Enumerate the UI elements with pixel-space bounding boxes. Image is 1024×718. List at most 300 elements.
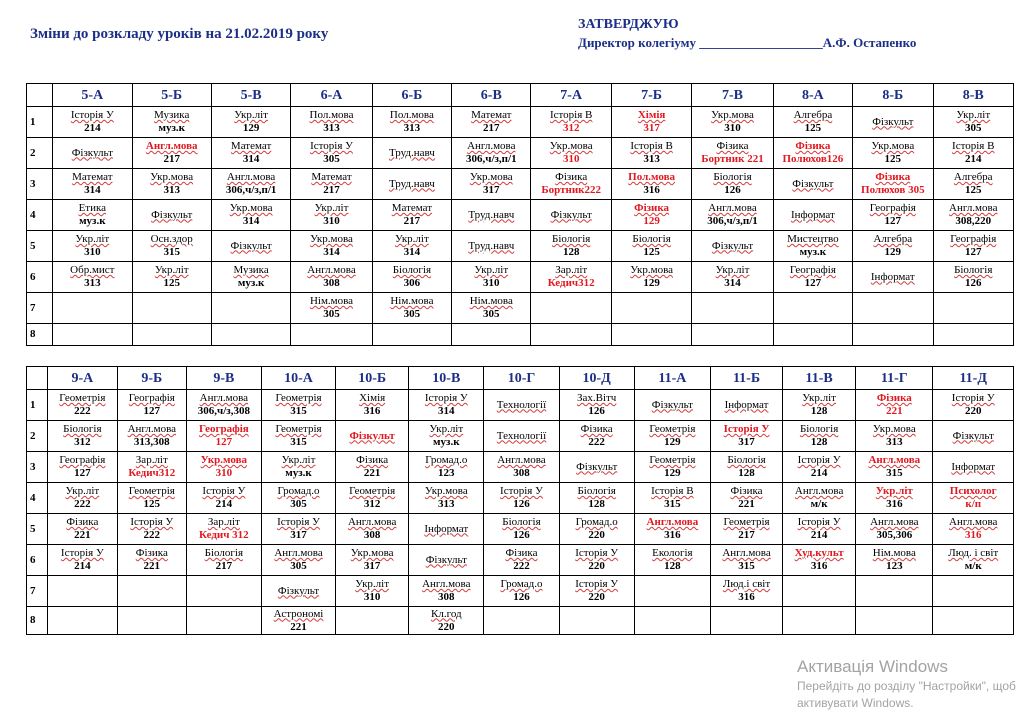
room-number: 316 xyxy=(664,529,681,541)
subject-name: Біологія xyxy=(63,423,102,435)
lesson-cell xyxy=(711,452,783,483)
subject-name: Фізкульт xyxy=(576,460,618,473)
class-header: 7-А xyxy=(531,84,611,107)
lesson-cell xyxy=(783,452,856,483)
lesson-cell xyxy=(484,421,559,452)
room-number: 128 xyxy=(562,246,580,258)
lesson-cell xyxy=(336,452,409,483)
room-number: 127 xyxy=(884,215,902,227)
room-number: 125 xyxy=(143,498,161,510)
lesson-cell xyxy=(132,200,211,231)
subject-name: Укр.літ xyxy=(355,578,390,590)
lesson-cell xyxy=(711,607,783,635)
lesson-cell xyxy=(933,576,1014,607)
lesson-number: 4 xyxy=(27,483,48,514)
subject-name: Громад.о xyxy=(425,454,468,466)
lesson-cell xyxy=(783,483,856,514)
subject-name: Фізкульт xyxy=(425,553,467,566)
lesson-cell xyxy=(484,514,559,545)
director-signature-line: Директор колегіуму ___________________А.Ф. Остапенко xyxy=(578,35,917,50)
lesson-cell xyxy=(47,514,117,545)
room-number: 220 xyxy=(588,591,605,603)
room-number: 220 xyxy=(438,620,455,633)
room-number: 310 xyxy=(363,591,381,603)
room-number: Кедич312 xyxy=(128,467,176,479)
lesson-number: 6 xyxy=(27,262,53,293)
room-number: 128 xyxy=(664,560,681,572)
subject-name: Укр.мова xyxy=(150,171,194,183)
room-number: 314 xyxy=(438,405,455,417)
lesson-cell xyxy=(856,576,933,607)
subject-name: Укр.літ xyxy=(281,454,316,466)
subject-name: Укр.літ xyxy=(956,109,991,121)
lesson-cell xyxy=(692,200,773,231)
room-number: 316 xyxy=(363,405,381,417)
subject-name: Укр.літ xyxy=(802,392,836,404)
subject-name: Нім.мова xyxy=(309,295,354,307)
room-number: Бортник222 xyxy=(541,184,602,196)
room-number: 313,308 xyxy=(133,436,170,448)
subject-name: Громад.о xyxy=(575,516,618,528)
lesson-cell xyxy=(783,514,856,545)
subject-name: Англ.мова xyxy=(868,454,921,466)
subject-name: Інформат xyxy=(870,270,915,283)
lesson-cell xyxy=(559,390,634,421)
schedule-table-grades-9-11 xyxy=(26,366,1014,635)
room-number: 305 xyxy=(965,122,982,134)
room-number: 317 xyxy=(738,436,755,448)
lesson-cell xyxy=(409,452,484,483)
subject-name: Біологія xyxy=(502,516,541,528)
lesson-number: 1 xyxy=(27,390,48,421)
lesson-cell xyxy=(372,200,451,231)
subject-name: Укр.літ xyxy=(715,264,750,276)
subject-name: Труд.навч xyxy=(468,208,515,221)
subject-name: Геометрія xyxy=(723,516,770,528)
lesson-number: 7 xyxy=(27,293,53,324)
subject-name: Геометрія xyxy=(275,392,322,404)
lesson-cell xyxy=(634,390,710,421)
lesson-cell xyxy=(261,607,335,635)
lesson-cell xyxy=(856,452,933,483)
lesson-cell xyxy=(611,231,691,262)
lesson-cell xyxy=(261,514,335,545)
subject-name: Географія xyxy=(128,392,175,404)
lesson-cell xyxy=(211,107,290,138)
subject-name: Історія У xyxy=(130,516,174,528)
room-number: 217 xyxy=(163,153,180,165)
lesson-row xyxy=(27,107,1014,138)
lesson-cell xyxy=(372,324,451,346)
lesson-cell xyxy=(117,483,186,514)
lesson-number: 3 xyxy=(27,452,48,483)
room-number: 315 xyxy=(290,436,307,448)
class-header: 9-В xyxy=(186,367,261,390)
class-header: 6-Б xyxy=(372,84,451,107)
room-number: 214 xyxy=(74,560,91,572)
subject-name: Геометрія xyxy=(649,423,696,435)
lesson-cell xyxy=(692,107,773,138)
lesson-row xyxy=(27,200,1014,231)
lesson-cell xyxy=(933,324,1014,346)
room-number: муз.к xyxy=(433,436,460,448)
lesson-cell xyxy=(711,514,783,545)
room-number: муз.к xyxy=(237,277,265,289)
lesson-cell xyxy=(484,483,559,514)
room-number: муз.к xyxy=(79,215,106,227)
lesson-cell xyxy=(372,169,451,200)
room-number: 127 xyxy=(74,467,91,479)
room-number: 317 xyxy=(290,529,307,541)
subject-name: Укр.мова xyxy=(711,109,754,121)
lesson-row xyxy=(27,545,1014,576)
lesson-cell xyxy=(856,421,933,452)
room-number: 308,220 xyxy=(955,215,992,227)
lesson-row xyxy=(27,293,1014,324)
room-number: 126 xyxy=(588,405,605,417)
subject-name: Укр.літ xyxy=(875,485,913,497)
room-number: 313 xyxy=(403,122,421,134)
lesson-cell xyxy=(336,514,409,545)
class-header: 10-Д xyxy=(559,367,634,390)
subject-name: Фізкульт xyxy=(151,208,193,221)
lesson-cell xyxy=(853,138,933,169)
room-number: м/к xyxy=(810,498,828,510)
lesson-cell xyxy=(53,293,132,324)
subject-name: Укр.мова xyxy=(350,547,394,559)
subject-name: Англ.мова xyxy=(722,547,771,559)
lesson-cell xyxy=(531,138,611,169)
room-number: м/к xyxy=(964,560,982,572)
subject-name: Інформат xyxy=(790,208,835,221)
lesson-cell xyxy=(211,169,290,200)
room-number: Полюхов126 xyxy=(782,153,844,165)
lesson-cell xyxy=(856,390,933,421)
lesson-cell xyxy=(933,293,1014,324)
class-header: 7-Б xyxy=(611,84,691,107)
subject-name: Математ xyxy=(72,171,113,183)
room-number: 314 xyxy=(242,215,260,227)
lesson-cell xyxy=(117,607,186,635)
schedule-table-grades-5-8 xyxy=(26,83,1014,346)
corner-cell xyxy=(27,84,53,107)
subject-name: Фізика xyxy=(505,547,538,559)
subject-name: Математ xyxy=(311,171,352,183)
class-header: 6-А xyxy=(291,84,372,107)
room-number: 314 xyxy=(724,277,741,289)
lesson-cell xyxy=(692,324,773,346)
subject-name: Географія xyxy=(950,233,997,245)
lesson-cell xyxy=(853,324,933,346)
room-number: 310 xyxy=(84,246,101,258)
watermark-text-1: Перейдіть до розділу "Настройки", щоб xyxy=(797,679,1016,693)
room-number: 316 xyxy=(738,591,755,603)
subject-name: Хімія xyxy=(637,109,666,121)
room-number: 128 xyxy=(810,405,828,417)
subject-name: Географія xyxy=(789,264,836,276)
lesson-cell xyxy=(452,324,531,346)
lesson-cell xyxy=(853,107,933,138)
room-number: 214 xyxy=(810,529,828,541)
subject-name: Фізкульт xyxy=(872,115,914,128)
subject-name: Укр.літ xyxy=(154,264,189,276)
room-number: Бортник 221 xyxy=(701,153,764,165)
room-number: 217 xyxy=(403,215,421,227)
subject-name: Історія В xyxy=(630,140,673,152)
room-number: 221 xyxy=(363,467,381,479)
subject-name: Біологія xyxy=(727,454,766,466)
lesson-row xyxy=(27,231,1014,262)
subject-name: Математ xyxy=(230,140,272,152)
lesson-cell xyxy=(53,324,132,346)
room-number: 317 xyxy=(483,184,500,196)
lesson-cell xyxy=(773,293,852,324)
lesson-number: 8 xyxy=(27,607,48,635)
lesson-cell xyxy=(132,262,211,293)
lesson-cell xyxy=(611,169,691,200)
subject-name: Зар.літ xyxy=(207,516,240,528)
class-header: 11-А xyxy=(634,367,710,390)
lesson-cell xyxy=(117,390,186,421)
room-number: 305 xyxy=(323,153,340,165)
subject-name: Укр.літ xyxy=(395,233,429,245)
room-number: 125 xyxy=(965,184,982,196)
subject-name: Інформат xyxy=(424,522,469,535)
subject-name: Геометрія xyxy=(649,454,696,466)
subject-name: Обр.мист xyxy=(70,264,115,276)
class-header: 10-А xyxy=(261,367,335,390)
lesson-cell xyxy=(531,324,611,346)
room-number: 308 xyxy=(323,277,340,289)
subject-name: Біологія xyxy=(632,233,671,245)
subject-name: Технології xyxy=(496,398,547,411)
subject-name: Укр.мова xyxy=(424,485,468,497)
lesson-row xyxy=(27,483,1014,514)
room-number: 313 xyxy=(84,277,101,289)
room-number: 129 xyxy=(242,122,260,134)
lesson-cell xyxy=(372,293,451,324)
room-number: 316 xyxy=(810,560,828,572)
lesson-cell xyxy=(933,169,1014,200)
room-number: 222 xyxy=(588,436,605,448)
subject-name: Фізика xyxy=(795,140,831,152)
lesson-number: 5 xyxy=(27,231,53,262)
subject-name: Фізкульт xyxy=(792,177,834,190)
lesson-cell xyxy=(336,576,409,607)
lesson-cell xyxy=(692,293,773,324)
lesson-cell xyxy=(291,169,372,200)
subject-name: Історія У xyxy=(951,392,995,404)
lesson-cell xyxy=(531,231,611,262)
room-number: 127 xyxy=(215,436,233,448)
subject-name: Укр.літ xyxy=(429,423,464,435)
class-header: 11-Б xyxy=(711,367,783,390)
lesson-cell xyxy=(372,262,451,293)
room-number: 310 xyxy=(323,215,340,227)
lesson-cell xyxy=(409,514,484,545)
subject-name: Географія xyxy=(198,423,249,435)
room-number: 316 xyxy=(886,498,903,510)
lesson-cell xyxy=(132,231,211,262)
lesson-cell xyxy=(783,576,856,607)
lesson-cell xyxy=(291,138,372,169)
lesson-cell xyxy=(783,545,856,576)
subject-name: Англ.мова xyxy=(794,485,844,497)
subject-name: Англ.мова xyxy=(274,547,323,559)
room-number: 221 xyxy=(74,529,91,541)
lesson-cell xyxy=(47,576,117,607)
lesson-number: 4 xyxy=(27,200,53,231)
subject-name: Біологія xyxy=(954,264,993,276)
room-number: Полюхов 305 xyxy=(861,184,925,196)
room-number: 305 xyxy=(403,308,421,320)
class-header: 10-Б xyxy=(336,367,409,390)
approval-block xyxy=(578,16,916,52)
subject-name: Укр.літ xyxy=(314,202,349,214)
lesson-cell xyxy=(531,107,611,138)
lesson-cell xyxy=(291,293,372,324)
room-number: 128 xyxy=(738,467,755,479)
lesson-cell xyxy=(933,262,1014,293)
lesson-cell xyxy=(132,169,211,200)
subject-name: Геометрія xyxy=(349,485,396,497)
lesson-row xyxy=(27,514,1014,545)
lesson-cell xyxy=(711,390,783,421)
lesson-row xyxy=(27,169,1014,200)
lesson-cell xyxy=(692,169,773,200)
subject-name: Англ.мова xyxy=(307,264,356,276)
lesson-cell xyxy=(186,607,261,635)
subject-name: Труд.навч xyxy=(388,146,435,159)
subject-name: Укр.літ xyxy=(65,485,100,497)
lesson-cell xyxy=(372,231,451,262)
lesson-cell xyxy=(53,107,132,138)
room-number: 317 xyxy=(643,122,660,134)
subject-name: Математ xyxy=(471,109,512,121)
subject-name: Англ.мова xyxy=(870,516,919,528)
lesson-number: 7 xyxy=(27,576,48,607)
lesson-cell xyxy=(186,452,261,483)
subject-name: Нім.мова xyxy=(390,295,434,307)
room-number: 129 xyxy=(664,436,681,448)
lesson-number: 6 xyxy=(27,545,48,576)
lesson-cell xyxy=(409,483,484,514)
class-header: 5-В xyxy=(211,84,290,107)
lesson-cell xyxy=(409,390,484,421)
corner-cell xyxy=(27,367,48,390)
lesson-cell xyxy=(261,576,335,607)
lesson-cell xyxy=(559,607,634,635)
subject-name: Укр.літ xyxy=(234,109,268,121)
room-number: 128 xyxy=(810,436,828,448)
lesson-cell xyxy=(117,452,186,483)
subject-name: Математ xyxy=(391,202,433,214)
room-number: 217 xyxy=(323,184,340,196)
lesson-cell xyxy=(186,514,261,545)
lesson-cell xyxy=(336,421,409,452)
subject-name: Історія У xyxy=(500,485,543,497)
lesson-cell xyxy=(933,607,1014,635)
lesson-cell xyxy=(336,483,409,514)
lesson-cell xyxy=(933,390,1014,421)
subject-name: Укр.мова xyxy=(872,423,916,435)
room-number: 305 xyxy=(323,308,340,320)
lesson-cell xyxy=(211,324,290,346)
lesson-cell xyxy=(856,607,933,635)
class-header: 11-В xyxy=(783,367,856,390)
lesson-cell xyxy=(853,200,933,231)
lesson-cell xyxy=(291,231,372,262)
subject-name: Інформат xyxy=(724,398,769,411)
lesson-cell xyxy=(452,293,531,324)
subject-name: Фізкульт xyxy=(651,398,693,411)
lesson-cell xyxy=(773,107,852,138)
subject-name: Біологія xyxy=(204,547,244,559)
watermark-title: Активація Windows xyxy=(797,657,948,676)
subject-name: Англ.мова xyxy=(127,423,177,435)
room-number: 214 xyxy=(810,467,828,479)
room-number: 315 xyxy=(664,498,681,510)
lesson-cell xyxy=(611,138,691,169)
room-number: 312 xyxy=(562,122,580,134)
room-number: 220 xyxy=(588,560,605,572)
subject-name: Фізика xyxy=(555,171,588,183)
room-number: 306,ч/з,п/1 xyxy=(466,153,517,165)
subject-name: Біологія xyxy=(577,485,616,497)
watermark-text-2: активувати Windows. xyxy=(797,696,914,710)
room-number: 313 xyxy=(323,122,340,134)
lesson-cell xyxy=(559,576,634,607)
lesson-cell xyxy=(611,200,691,231)
room-number: 221 xyxy=(290,620,307,633)
room-number: 312 xyxy=(363,498,381,510)
lesson-cell xyxy=(611,262,691,293)
subject-name: Фізика xyxy=(876,392,912,404)
lesson-cell xyxy=(372,107,451,138)
room-number: 308 xyxy=(513,467,530,479)
subject-name: Англ.мова xyxy=(422,578,471,590)
room-number: 220 xyxy=(964,405,982,417)
subject-name: Фізика xyxy=(356,454,389,466)
lesson-row xyxy=(27,607,1014,635)
room-number: 123 xyxy=(886,560,903,572)
room-number: 313 xyxy=(886,436,903,448)
room-number: 127 xyxy=(804,277,822,289)
room-number: 314 xyxy=(242,153,260,165)
lesson-cell xyxy=(783,421,856,452)
subject-name: Труд.навч xyxy=(388,177,435,190)
lesson-cell xyxy=(853,293,933,324)
room-number: 129 xyxy=(664,467,681,479)
subject-name: Англ.мова xyxy=(949,516,998,528)
lesson-cell xyxy=(336,390,409,421)
lesson-cell xyxy=(53,169,132,200)
subject-name: Фізика xyxy=(730,485,763,497)
room-number: 315 xyxy=(738,560,755,572)
lesson-cell xyxy=(692,138,773,169)
subject-name: Історія У xyxy=(797,454,841,466)
subject-name: Худ.культ xyxy=(794,547,844,559)
lesson-cell xyxy=(47,421,117,452)
class-header: 5-Б xyxy=(132,84,211,107)
room-number: 315 xyxy=(290,405,307,417)
subject-name: Укр.мова xyxy=(469,171,513,183)
lesson-cell xyxy=(933,421,1014,452)
subject-name: Фізкульт xyxy=(277,584,320,597)
lesson-cell xyxy=(53,138,132,169)
lesson-cell xyxy=(132,324,211,346)
subject-name: Укр.мова xyxy=(871,140,915,152)
